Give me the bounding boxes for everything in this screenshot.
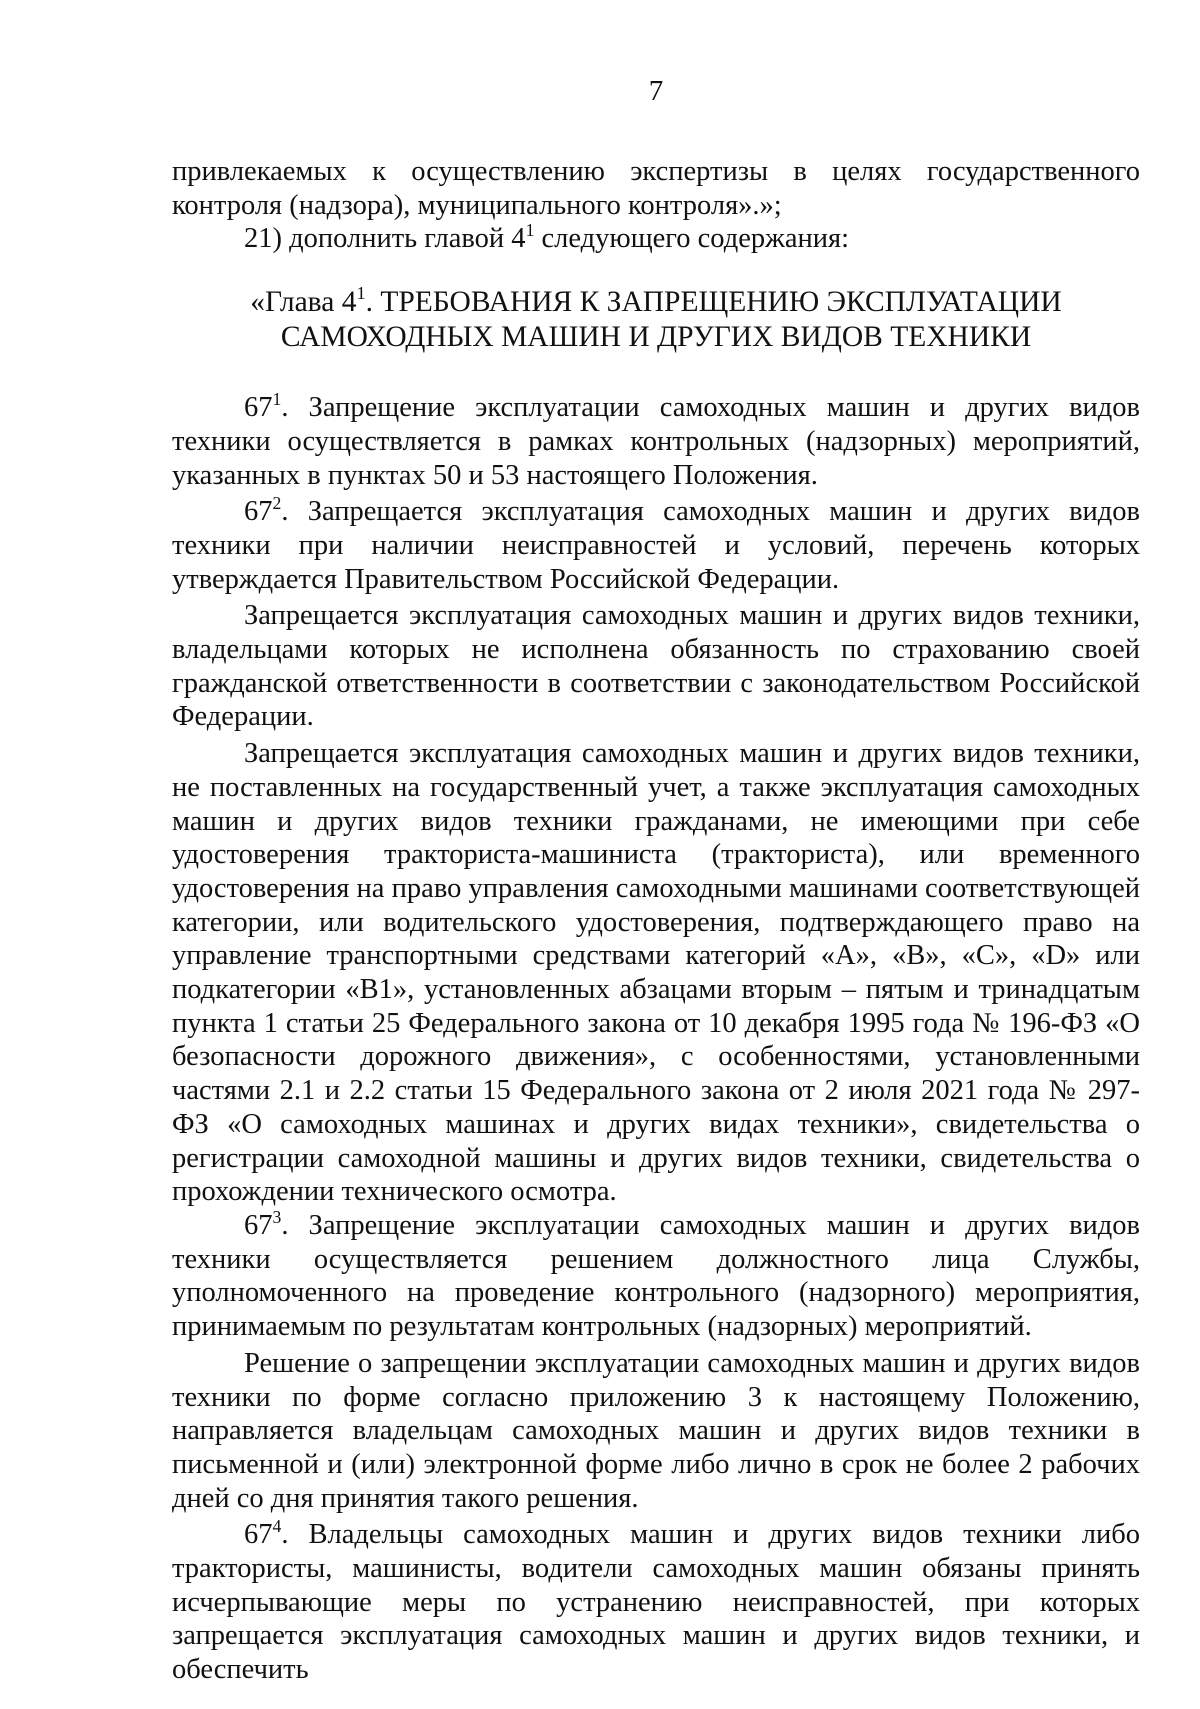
paragraph-number: 67 bbox=[244, 496, 273, 528]
paragraph-67-2-registration: Запрещается эксплуатация самоходных машин и других видов техники, не поставленных на государственный учет, а также эксплуатация самоходных машин и других видов техники гражданами, не имеющими при себе удостоверения тракториста-машиниста (тракториста), или временного удостоверения на право управления самоходными машинами соответствующей категории, или водительского удостоверения, подтверждающего право на управление транспортными средствами категорий «A», «B», «C», «D» или подкатегории «B1», установленных абзацами вторым – пятым и тринадцатым пункта 1 статьи 25 Федерального закона от 10 декабря 1995 года № 196-ФЗ «О безопасности дорожного движения», с особенностями, установленными частями 2.1 и 2.2 статьи 15 Федерального закона от 2 июля 2021 года № 297-ФЗ «О самоходных машинах и других видах техники», свидетельства о регистрации самоходной машины и других видов техники, свидетельства о прохождении технического осмотра. bbox=[172, 738, 1140, 1208]
page-number: 7 bbox=[648, 75, 664, 107]
paragraph-67-4 bbox=[172, 1515, 1140, 1687]
continuation-text: привлекаемых к осуществлению экспертизы в целях государственного контроля (надзора), муниципального контроля».»; bbox=[172, 156, 1140, 221]
chapter-title-start: «Глава 4 bbox=[250, 286, 357, 319]
chapter-heading-line-1 bbox=[172, 285, 1140, 320]
amendment-item-text-end: следующего содержания: bbox=[534, 223, 850, 255]
paragraph-number: 67 bbox=[244, 392, 273, 424]
superscript: 3 bbox=[272, 1206, 282, 1227]
paragraph-67-2 bbox=[172, 492, 1140, 596]
paragraph-67-1 bbox=[172, 388, 1140, 492]
paragraph-67-2-insurance: Запрещается эксплуатация самоходных машин и других видов техники, владельцами которых не исполнена обязанность по страхованию своей гражданской ответственности в соответствии с законодательством Российской Федерации. bbox=[172, 600, 1140, 733]
paragraph-text: . Запрещение эксплуатации самоходных машин и других видов техники осуществляется решением должностного лица Службы, уполномоченного на проведение контрольного (надзорного) мероприятия, принимаемым по результатам контрольных (надзорных) мероприятий. bbox=[172, 1209, 1140, 1343]
superscript: 2 bbox=[272, 492, 282, 513]
paragraph-text: . Запрещается эксплуатация самоходных машин и других видов техники при наличии неисправностей и условий, перечень которых утверждается Правительством Российской Федерации. bbox=[172, 496, 1140, 595]
chapter-heading-line-2: САМОХОДНЫХ МАШИН И ДРУГИХ ВИДОВ ТЕХНИКИ bbox=[280, 321, 1032, 354]
paragraph-text: . Запрещение эксплуатации самоходных машин и других видов техники осуществляется в рамках контрольных (надзорных) мероприятий, указанных в пунктах 50 и 53 настоящего Положения. bbox=[172, 392, 1140, 491]
superscript: 4 bbox=[272, 1515, 282, 1536]
amendment-item-21 bbox=[172, 222, 1140, 256]
document-body bbox=[172, 155, 1140, 1687]
superscript: 1 bbox=[356, 283, 366, 304]
superscript: 1 bbox=[525, 220, 535, 241]
paragraph-number: 67 bbox=[244, 1209, 273, 1241]
superscript: 1 bbox=[272, 388, 282, 409]
chapter-heading bbox=[172, 285, 1140, 355]
chapter-title-end: . ТРЕБОВАНИЯ К ЗАПРЕЩЕНИЮ ЭКСПЛУАТАЦИИ bbox=[365, 286, 1062, 319]
paragraph-number: 67 bbox=[244, 1519, 273, 1551]
paragraph-67-3 bbox=[172, 1206, 1140, 1344]
amendment-item-text: 21) дополнить главой 4 bbox=[244, 223, 526, 255]
paragraph-67-3-decision: Решение о запрещении эксплуатации самоходных машин и других видов техники по форме согласно приложению 3 к настоящему Положению, направляется владельцам самоходных машин и других видов техники в письменной и (или) электронной форме либо лично в срок не более 2 рабочих дней со дня принятия такого решения. bbox=[172, 1347, 1140, 1514]
paragraph-text: . Владельцы самоходных машин и других видов техники либо трактористы, машинисты, водители самоходных машин обязаны принять исчерпывающие меры по устранению неисправностей, при которых запрещается эксплуатация самоходных машин и других видов техники, и обеспечить bbox=[172, 1519, 1140, 1686]
